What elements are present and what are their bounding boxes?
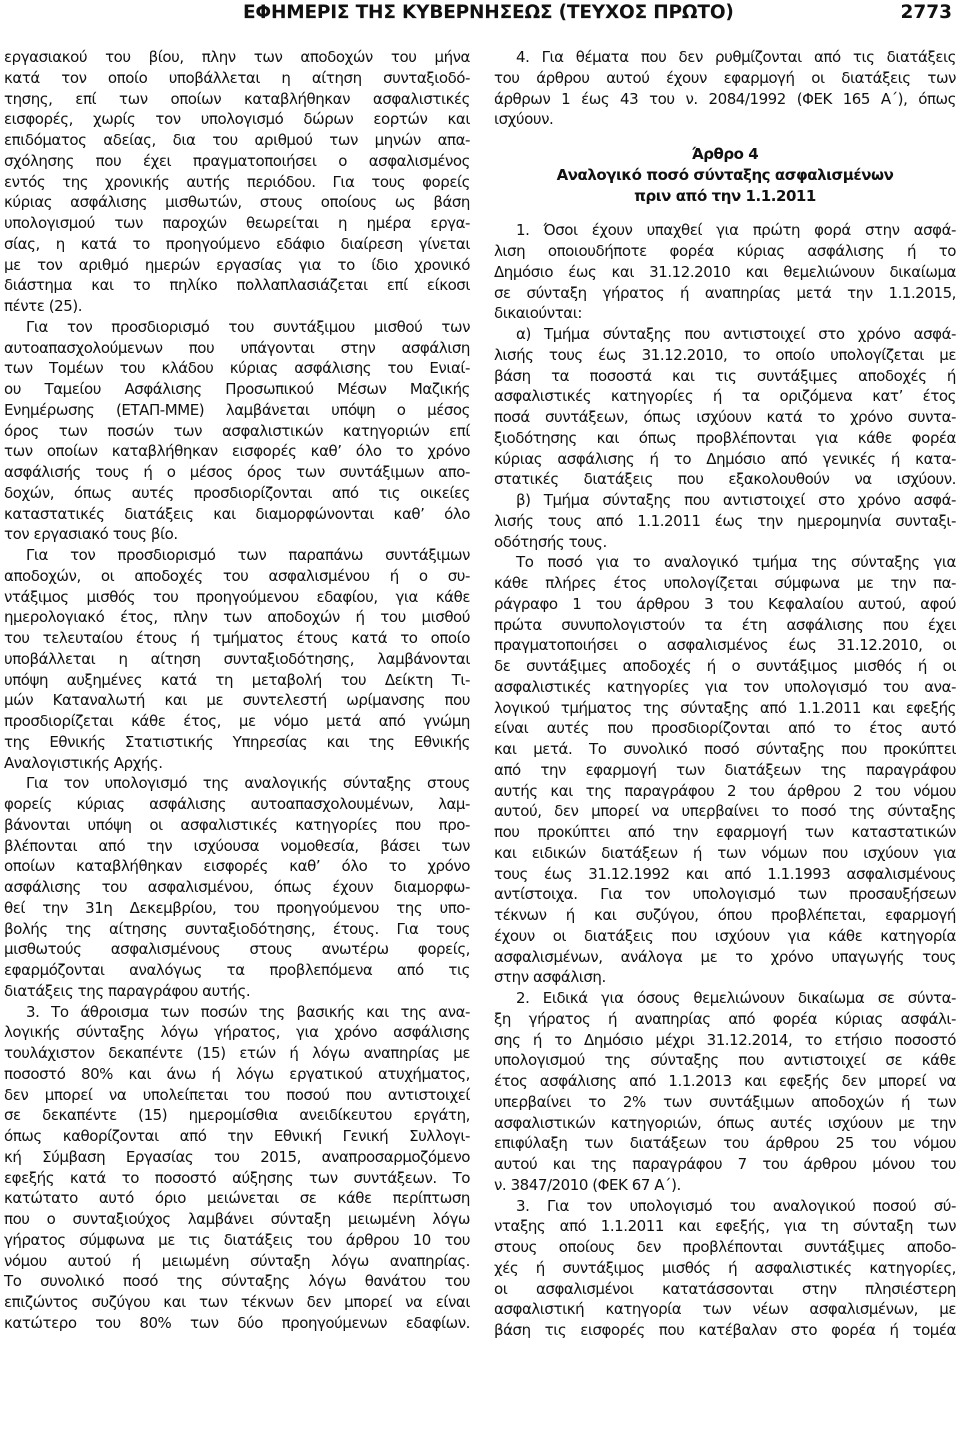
text-line: βάνονται υπόψη οι ασφαλιστικές κατηγορίες που προ- xyxy=(4,815,470,834)
text-line: ασφαλιστικές κατηγορίες ή τα οριζόμενα κατ’ έτος xyxy=(494,387,956,406)
text-line: γήρατος σύμφωνα με τις διατάξεις του άρθρου 10 του xyxy=(4,1230,470,1249)
text-line: στην ασφάλιση. xyxy=(494,968,606,987)
text-line: σε δεκαπέντε (15) ημερομίσθια ανειδίκευτου εργάτη, xyxy=(4,1106,470,1125)
text-line: του τελευταίου έτους ή τμήματος έτους κατά το οποίο xyxy=(4,629,470,647)
text-line: ντάξιμος μισθός του προηγούμενου εδαφίου, για κάθε xyxy=(4,587,470,606)
text-line: εντός της χρονικής αυτής περιόδου. Για τους φορείς xyxy=(4,172,470,191)
text-line: τουλάχιστον δεκαπέντε (15) ετών ή λόγω αναπηρίας με xyxy=(4,1044,470,1062)
text-line: αυτοαπασχολούμενων που υπάγονται στην ασφάλιση xyxy=(4,338,470,357)
text-line: βάση τις εισφορές που κατέβαλαν στο φορέα ή τομέα xyxy=(494,1321,956,1339)
text-line: φορείς κύριας ασφάλισης αυτοαπασχολουμένων, λαμ- xyxy=(4,795,470,813)
text-line: 3. Για τον υπολογισμό του αναλογικού ποσού σύ- xyxy=(516,1196,956,1215)
text-line: κατά τον οποίο υποβάλλεται η αίτηση συνταξιοδό- xyxy=(4,68,470,87)
text-line: στατικές διατάξεις που εξακολουθούν να ισχύουν. xyxy=(494,470,956,489)
text-line: που προκύπτει από την εφαρμογή των καταστατικών xyxy=(494,823,956,841)
text-line: Αναλογιστικής Αρχής. xyxy=(4,753,163,772)
text-line: εισφορές, χωρίς τον υπολογισμό δώρων εορτών και xyxy=(4,110,470,129)
text-line: τησης, επί των οποίων καταβλήθηκαν ασφαλιστικές xyxy=(4,89,470,108)
text-line: αυτής και της παραγράφου 2 του άρθρου 2 του νόμου xyxy=(494,781,956,800)
text-line: υποβάλλεται η αίτηση συνταξιοδότησης, λαμβάνονται xyxy=(4,649,470,668)
text-line: υπολογισμού των παροχών θεωρείται η ημέρα εργα- xyxy=(4,214,470,232)
text-line: σε σύνταξη γήρατος ή αναπηρίας μετά την 1.1.2015, xyxy=(494,283,956,302)
text-line: υπερβαίνει το 2% των συντάξιμων αποδοχών ή των xyxy=(494,1092,956,1111)
text-line: Για τον προσδιορισμό των παραπάνω συντάξιμων xyxy=(26,546,470,564)
text-line: οποίων καταβλήθηκαν εισφορές καθ’ όλο το χρόνο xyxy=(4,857,470,876)
spacer xyxy=(494,206,956,220)
text-line: 2. Ειδικά για όσους θεμελιώνουν δικαίωμα σε σύντα- xyxy=(516,989,956,1007)
text-line: ου Ταμείου Ασφάλισης Προσωπικού Μέσων Μαζικής xyxy=(4,380,470,398)
gazette-title: ΕΦΗΜΕΡΙΣ ΤΗΣ ΚΥΒΕΡΝΗΣΕΩΣ (ΤΕΥΧΟΣ ΠΡΩΤΟ) xyxy=(243,2,734,23)
text-line: ασφάλισής τους ή ο μέσος όρος των συντάξιμων απο- xyxy=(4,463,470,481)
text-line: υπολογισμού της σύνταξης που αντιστοιχεί σε κάθε xyxy=(494,1051,956,1070)
text-line: μών Καταναλωτή και με συντελεστή ωρίμανσης που xyxy=(4,691,470,710)
text-line: ν. 3847/2010 (ΦΕΚ 67 Α΄). xyxy=(494,1175,681,1194)
text-line: αυτού, δεν μπορεί να υπερβαίνει το ποσό της σύνταξης xyxy=(494,802,956,821)
text-line: οδότησής τους. xyxy=(494,532,607,551)
text-line: λογικού τμήματος της σύνταξης από 1.1.2011 και εφεξής xyxy=(494,698,956,717)
text-line: μισθωτούς ασφαλισμένους στους ανωτέρω φορείς, xyxy=(4,940,470,959)
text-line: ασφαλιστική κατηγορία των νέων ασφαλισμένων, με xyxy=(494,1300,956,1319)
page-number: 2773 xyxy=(900,2,952,23)
text-line: καταστατικές διατάξεις και διαμορφώνονται καθ’ όλο xyxy=(4,504,470,523)
text-line: ισχύουν. xyxy=(494,110,554,129)
text-line: Για τον προσδιορισμό του συντάξιμου μισθού των xyxy=(26,317,470,336)
text-line: βολής της αίτησης συνταξιοδότησης, έτους. Για τους xyxy=(4,919,470,938)
text-line: νόμου αυτού ή μειωμένη σύνταξη λόγω αναπηρίας. xyxy=(4,1251,470,1270)
left-column xyxy=(4,47,470,1334)
text-line: εργασιακού του βίου, πλην των αποδοχών του μήνα xyxy=(4,48,470,66)
text-line: των Τομέων του κλάδου κύριας ασφάλισης του Ενιαί- xyxy=(4,359,470,378)
text-line: ράγραφο 1 του άρθρου 3 του Κεφαλαίου αυτού, αφού xyxy=(494,594,956,613)
text-line: θεί την 31η Δεκεμβρίου, του προηγούμενου της υπο- xyxy=(4,898,470,917)
text-line: Το ποσό για το αναλογικό τμήμα της σύνταξης για xyxy=(516,553,956,572)
article-heading-line: πριν από την 1.1.2011 xyxy=(634,186,816,205)
text-line: κατώτερο του 80% των δύο προηγούμενων εδαφίων. xyxy=(4,1313,470,1332)
text-line: βάση τα ποσοστά και τις συντάξιμες αποδοχές ή xyxy=(494,366,956,385)
text-line: χές ή συντάξιμος μισθός ή ασφαλιστικές κατηγορίες, xyxy=(494,1258,956,1277)
text-line: 3. Το άθροισμα των ποσών της βασικής και της ανα- xyxy=(26,1002,470,1021)
text-line: εφαρμόζονται αναλόγως τα προβλεπόμενα από τις xyxy=(4,961,470,979)
text-line: Ενημέρωσης (ΕΤΑΠ-ΜΜΕ) λαμβάνεται υπόψη ο μέσος xyxy=(4,400,470,419)
text-line: κάθε πλήρες έτος υπολογίζεται σύμφωνα με την πα- xyxy=(494,574,956,592)
text-line: ποσοστό 80% και άνω ή λόγω εργατικού ατυχήματος, xyxy=(4,1064,470,1083)
text-line: Το συνολικό ποσό της σύνταξης λόγω θανάτου του xyxy=(4,1272,470,1291)
article-heading-line: Άρθρο 4 xyxy=(691,145,759,163)
text-line: που ο συνταξιούχος λαμβάνει σύνταξη μειωμένη λόγω xyxy=(4,1210,470,1228)
text-line: διάστημα και το πηλίκο πολλαπλασιάζεται επί είκοσι xyxy=(4,276,470,295)
text-line: επιζώντος συζύγου και των τέκνων δεν μπορεί να είναι xyxy=(4,1293,470,1311)
text-line: άρθρων 1 έως 43 του ν. 2084/1992 (ΦΕΚ 165 Α΄), όπως xyxy=(494,89,956,108)
text-line: στους οποίους δεν προβλέπονται συντάξιμες αποδο- xyxy=(494,1238,956,1256)
text-line: λογικής σύνταξης λόγω γήρατος, για χρόνο ασφάλισης xyxy=(4,1023,470,1042)
text-line: κύριας ασφάλισης μισθωτών, στους οποίους ως βάση xyxy=(4,193,470,212)
text-line: κή Σύμβαση Εργασίας του 2015, αναπροσαρμοζόμενο xyxy=(4,1147,470,1166)
text-line: σίας, η κατά το προηγούμενο εδάφιο διαίρεση γίνεται xyxy=(4,234,470,253)
text-line: δεν μπορεί να υπολείπεται του ποσού που αντιστοιχεί xyxy=(4,1085,470,1104)
text-line: τους έως 31.12.1992 και από 1.1.1993 ασφαλισμένους xyxy=(494,864,956,883)
text-line: ξη γήρατος ή αναπηρίας από φορέα κύριας ασφάλι- xyxy=(494,1009,956,1028)
text-line: πραγματοποιήσει ο ασφαλισμένος έως 31.12.2010, οι xyxy=(494,636,956,655)
text-line: λιση οποιουδήποτε φορέα κύριας ασφάλισης ή το xyxy=(494,242,956,260)
text-line: με τον αριθμό ημερών εργασίας για το ίδιο χρονικό xyxy=(4,255,470,274)
text-line: των οποίων καταβλήθηκαν εισφορές καθ’ όλο το χρόνο xyxy=(4,442,470,461)
text-line: επιδόματος αδείας, δια του αριθμού των μηνών απα- xyxy=(4,131,470,149)
text-line: δικαιούνται: xyxy=(494,304,582,323)
text-line: νταξης από 1.1.2011 και εφεξής, για τη σύνταξη των xyxy=(494,1217,956,1236)
text-line: πρώτα συνυπολογιστούν τα έτη ασφάλισης που έχει xyxy=(494,615,956,634)
text-line: διατάξεις της παραγράφου αυτής. xyxy=(4,981,251,1000)
text-line: του άρθρου αυτού έχουν εφαρμογή οι διατάξεις των xyxy=(494,68,956,87)
text-line: ημερολογιακό έτος, πλην των αποδοχών ή του μισθού xyxy=(4,608,470,627)
text-line: τον εργασιακό τους βίο. xyxy=(4,525,178,544)
text-line: αποδοχών, οι αποδοχές του ασφαλισμένου ή ο συ- xyxy=(4,566,470,585)
text-line: κατώτατο αυτό όριο μειώνεται σε κάθε περίπτωση xyxy=(4,1189,470,1208)
spacer xyxy=(494,130,956,144)
text-line: δοχών, όπως αυτές προσδιορίζονται από τις οικείες xyxy=(4,483,470,502)
text-line: οι ασφαλισμένοι κατατάσσονται στην πλησιέστερη xyxy=(494,1279,956,1298)
text-line: α) Τμήμα σύνταξης που αντιστοιχεί στο χρόνο ασφά- xyxy=(516,325,956,343)
text-line: β) Τμήμα σύνταξης που αντιστοιχεί στο χρόνο ασφά- xyxy=(516,491,956,509)
text-line: είναι αυτές που προσδιορίζονται από το έτος αυτό xyxy=(494,719,956,738)
text-line: ασφαλιστικές κατηγορίες για τον υπολογισμό του ανα- xyxy=(494,677,956,696)
text-line: πέντε (25). xyxy=(4,297,83,315)
text-line: αντίστοιχα. Για τον υπολογισμό των προσαυξήσεων xyxy=(494,885,956,904)
text-line: από την εφαρμογή των διατάξεων της παραγράφου xyxy=(494,760,956,779)
text-line: ασφάλισης του ασφαλισμένου, όπως έχουν διαμορφω- xyxy=(4,878,470,896)
text-line: λισής τους έως 31.12.2010, το οποίο υπολογίζεται με xyxy=(494,345,956,364)
text-line: έτος ασφάλισης από 1.1.2013 και εφεξής δεν μπορεί να xyxy=(494,1072,956,1090)
right-column xyxy=(494,47,956,1341)
text-line: προσδιορίζεται κάθε έτος, με νόμο μετά από γνώμη xyxy=(4,712,470,730)
article-heading-line: Αναλογικό ποσό σύνταξης ασφαλισμένων xyxy=(556,165,894,184)
text-line: ξιοδότησης και όπως προβλέπονται για κάθε φορέα xyxy=(494,428,956,447)
text-line: Δημόσιο έως και 31.12.2010 και θεμελιώνουν δικαίωμα xyxy=(494,262,956,281)
text-line: εφεξής κατά το ποσοστό αύξησης των συντάξεων. Το xyxy=(4,1168,470,1187)
text-line: και ειδικών διατάξεων ή των νόμων που ισχύουν για xyxy=(494,843,956,862)
text-line: λισής τους από 1.1.2011 έως την ημερομηνία συνταξι- xyxy=(494,511,956,530)
text-line: 1. Όσοι έχουν υπαχθεί για πρώτη φορά στην ασφά- xyxy=(516,221,956,240)
text-line: τέκνων ή και συζύγου, όπου προβλέπεται, εφαρμογή xyxy=(494,906,956,924)
text-line: αυτού και της παραγράφου 7 του άρθρου μόνου του xyxy=(494,1155,956,1173)
text-line: ποσά συντάξεων, όπως ισχύουν κατά το χρόνο συντα- xyxy=(494,408,956,426)
text-line: δε συντάξιμες αποδοχές ή ο συντάξιμος μισθός ή οι xyxy=(494,657,956,675)
text-line: κύριας ασφάλισης ή το Δημόσιο από γενικές ή κατα- xyxy=(494,449,956,468)
text-line: και μετά. Το συνολικό ποσό σύνταξης που προκύπτει xyxy=(494,740,956,758)
text-line: έχουν οι διατάξεις που ισχύουν για κάθε κατηγορία xyxy=(494,926,956,945)
text-line: σχόλησης που έχει πραγματοποιήσει ο ασφαλισμένος xyxy=(4,151,470,170)
text-line: βλέπονται από την ισχύουσα νομοθεσία, βάσει των xyxy=(4,836,470,855)
text-line: Για τον υπολογισμό της αναλογικής σύνταξης στους xyxy=(26,774,470,793)
text-line: ασφαλιστικών κατηγοριών, όπως αυτές ισχύουν με την xyxy=(494,1113,956,1132)
text-line: της Εθνικής Στατιστικής Υπηρεσίας και της Εθνικής xyxy=(4,732,470,751)
text-line: όπως καθορίζονται από την Εθνική Γενική Συλλογι- xyxy=(4,1127,470,1145)
text-line: σης ή το Δημόσιο μέχρι 31.12.2014, το ετήσιο ποσοστό xyxy=(494,1030,956,1049)
text-line: επιφύλαξη των διατάξεων του άρθρου 25 του νόμου xyxy=(494,1134,956,1153)
text-line: όρος των ποσών των ασφαλιστικών κατηγοριών επί xyxy=(4,421,470,440)
text-line: ασφαλισμένων, ανάλογα με το χρόνο υπαγωγής τους xyxy=(494,947,956,966)
text-line: υπόψη αυξημένες κατά τη μεταβολή του Δείκτη Τι- xyxy=(4,670,470,689)
text-line: 4. Για θέματα που δεν ρυθμίζονται από τις διατάξεις xyxy=(516,48,956,66)
page-header xyxy=(0,0,960,30)
